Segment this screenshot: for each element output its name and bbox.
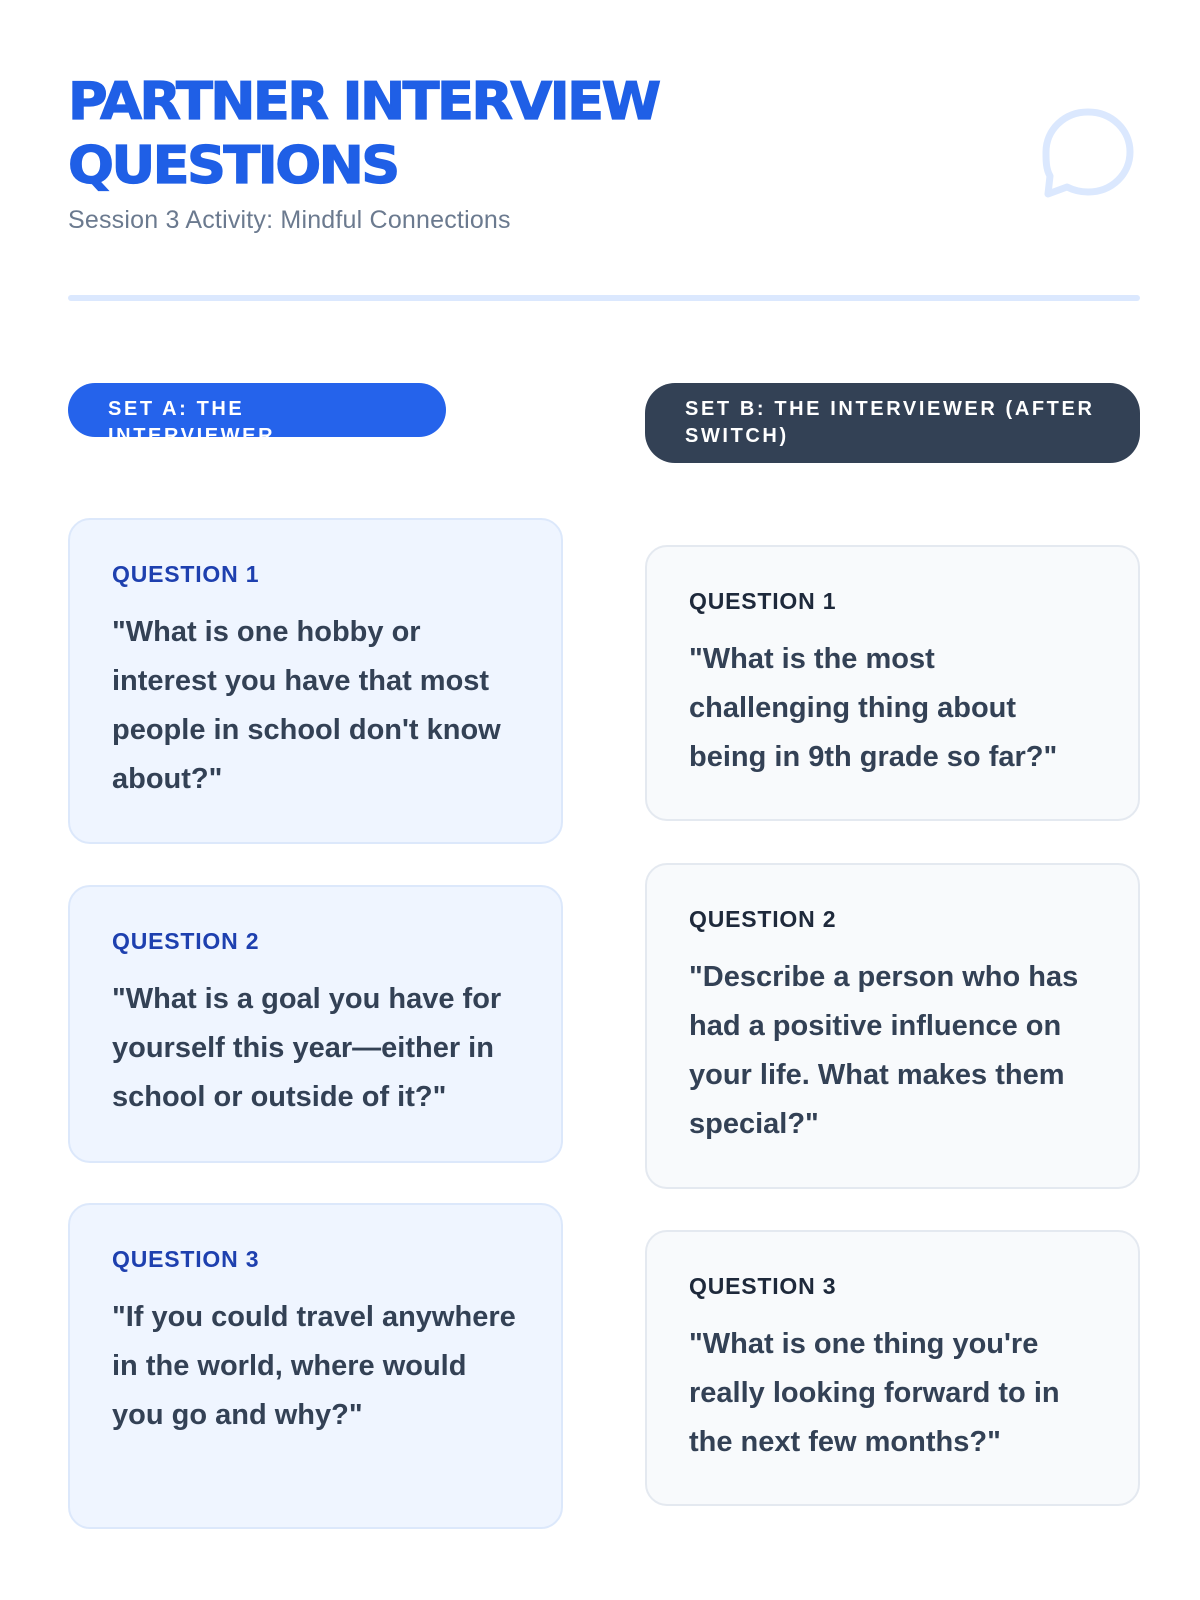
set-a-question-card xyxy=(68,518,563,844)
page-header xyxy=(68,70,968,235)
header-divider xyxy=(68,295,1140,301)
question-text: "What is one hobby or interest you have that most people in school don't know about?" xyxy=(112,616,501,795)
question-label: QUESTION 3 xyxy=(689,1273,837,1299)
question-text: "What is a goal you have for yourself this year—either in school or outside of it?" xyxy=(112,983,502,1113)
set-b-question-card xyxy=(645,545,1140,821)
question-text: "What is the most challenging thing about being in 9th grade so far?" xyxy=(689,643,1058,773)
question-text: "What is one thing you're really looking forward to in the next few months?" xyxy=(689,1328,1060,1458)
question-label: QUESTION 2 xyxy=(112,928,260,954)
set-b-question-card xyxy=(645,863,1140,1189)
page-subtitle: Session 3 Activity: Mindful Connections xyxy=(68,206,511,234)
page-title-line-2: QUESTIONS xyxy=(68,136,398,196)
speech-bubble-icon xyxy=(1038,104,1138,204)
question-label: QUESTION 3 xyxy=(112,1246,260,1272)
question-label: QUESTION 2 xyxy=(689,906,837,932)
question-label: QUESTION 1 xyxy=(112,561,260,587)
set-a-badge: SET A: THE INTERVIEWER xyxy=(68,383,446,437)
question-label: QUESTION 1 xyxy=(689,588,837,614)
question-text: "Describe a person who has had a positive influence on your life. What makes them special?" xyxy=(689,961,1079,1140)
set-b-badge: SET B: THE INTERVIEWER (AFTER SWITCH) xyxy=(645,383,1140,463)
question-text: "If you could travel anywhere in the world, where would you go and why?" xyxy=(112,1301,516,1431)
page-title-line-1: PARTNER INTERVIEW xyxy=(68,72,659,132)
page-title xyxy=(68,70,1004,198)
set-a-question-card xyxy=(68,1203,563,1529)
set-b-question-card xyxy=(645,1230,1140,1506)
set-a-question-card xyxy=(68,885,563,1163)
